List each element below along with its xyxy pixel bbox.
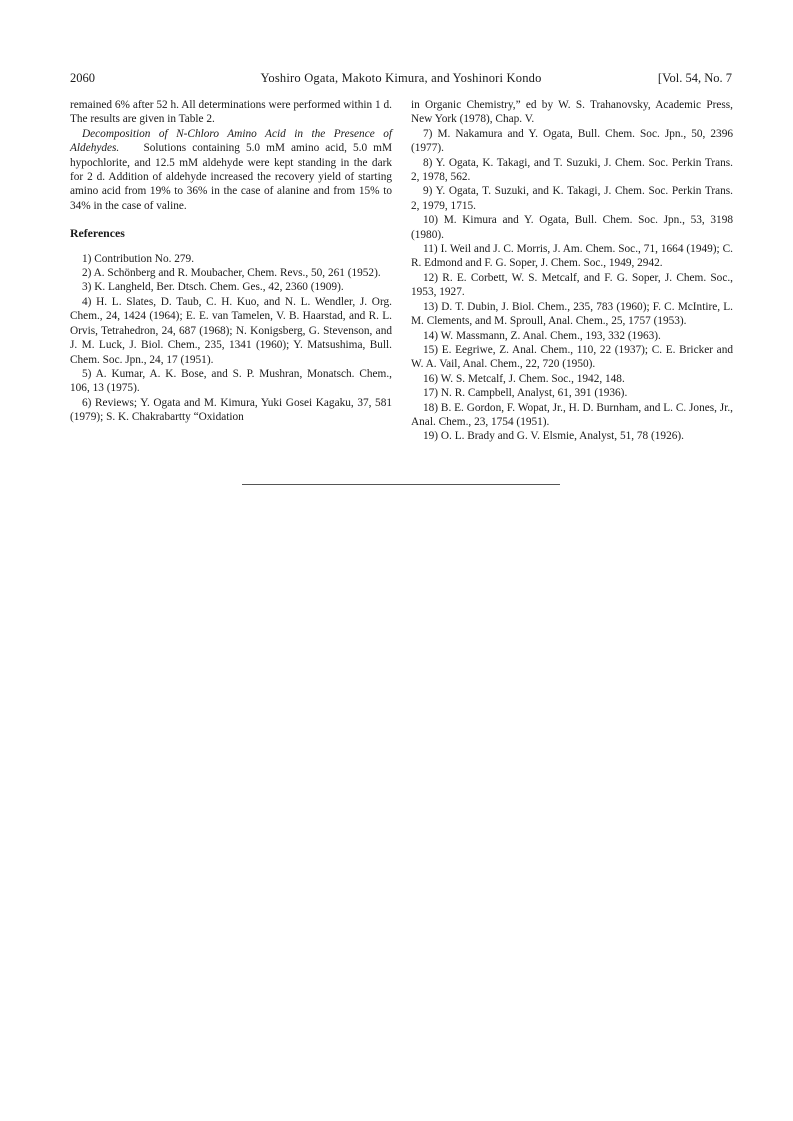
page-number: 2060 (70, 71, 95, 85)
reference-item: 17) N. R. Campbell, Analyst, 61, 391 (1936). (423, 387, 628, 400)
reference-item: 4) H. L. Slates, D. Taub, C. H. Kuo, and N. L. Wendler, J. Org. Chem., 24, 1424 (1964); E. E. van Tamelen, V. B. Haarstad, and R. L. Orvis, Tetrahedron, 24, 687 (1968); N. Konigsberg, G. Stevenson, and J. M. Luck, J. Biol. Chem., 235, 1341 (1960); Y. Matsushima, Bull. Chem. Soc. Jpn., 24, 17 (1951). (70, 295, 392, 366)
reference-item: 15) E. Eegriwe, Z. Anal. Chem., 110, 22 (1937); C. E. Bricker and W. A. Vail, Anal. Chem., 22, 720 (1950). (411, 343, 733, 371)
reference-item: 2) A. Schönberg and R. Moubacher, Chem. Revs., 50, 261 (1952). (82, 267, 381, 280)
reference-item: 12) R. E. Corbett, W. S. Metcalf, and F. G. Soper, J. Chem. Soc., 1953, 1927. (411, 271, 733, 299)
right-column (411, 98, 733, 444)
running-authors: Yoshiro Ogata, Makoto Kimura, and Yoshinori Kondo (260, 71, 542, 85)
reference-item: 3) K. Langheld, Ber. Dtsch. Chem. Ges., 42, 2360 (1909). (82, 281, 344, 294)
references-heading: References (70, 226, 125, 241)
paragraph-continued: remained 6% after 52 h. All determinations were performed within 1 d. The results are given in Table 2. (70, 99, 392, 126)
paragraph-decomposition (70, 127, 392, 213)
reference-item: 6) Reviews; Y. Ogata and M. Kimura, Yuki Gosei Kagaku, 37, 581 (1979); S. K. Chakrabartty “Oxidation (70, 396, 392, 424)
reference-item: 1) Contribution No. 279. (82, 252, 195, 265)
reference-item: 8) Y. Ogata, K. Takagi, and T. Suzuki, J. Chem. Soc. Perkin Trans. 2, 1978, 562. (411, 156, 733, 184)
end-of-article-rule (242, 484, 560, 485)
paragraph-body: Solutions containing 5.0 mM amino acid, 5.0 mM hypochlorite, and 12.5 mM aldehyde were kept standing in the dark for 2 d. Addition of aldehyde increased the recovery yield of starting amino acid from 19% to 36% in the case of alanine and from 15% to 34% in the case of valine. (70, 142, 392, 212)
reference-item: 16) W. S. Metcalf, J. Chem. Soc., 1942, 148. (423, 372, 625, 385)
reference-item-continued: in Organic Chemistry,” ed by W. S. Trahanovsky, Academic Press, New York (1978), Chap. V. (411, 99, 733, 126)
paragraph-run-in-title: Decomposition of N-Chloro Amino Acid in the Presence of Aldehydes. (70, 127, 392, 155)
reference-item: 11) I. Weil and J. C. Morris, J. Am. Chem. Soc., 71, 1664 (1949); C. R. Edmond and F. G. Soper, J. Chem. Soc., 1949, 2942. (411, 243, 733, 270)
volume-issue: [Vol. 54, No. 7 (657, 71, 732, 85)
reference-item: 9) Y. Ogata, T. Suzuki, and K. Takagi, J. Chem. Soc. Perkin Trans. 2, 1979, 1715. (411, 185, 733, 212)
reference-item: 5) A. Kumar, A. K. Bose, and S. P. Mushran, Monatsch. Chem., 106, 13 (1975). (70, 367, 392, 395)
reference-item: 7) M. Nakamura and Y. Ogata, Bull. Chem. Soc. Jpn., 50, 2396 (1977). (411, 127, 733, 155)
running-header (70, 71, 732, 87)
reference-item: 18) B. E. Gordon, F. Wopat, Jr., H. D. Burnham, and L. C. Jones, Jr., Anal. Chem., 23, 1754 (1951). (411, 401, 733, 428)
left-column (70, 98, 392, 425)
reference-item: 19) O. L. Brady and G. V. Elsmie, Analyst, 51, 78 (1926). (423, 430, 684, 443)
reference-item: 14) W. Massmann, Z. Anal. Chem., 193, 332 (1963). (423, 329, 661, 342)
reference-item: 10) M. Kimura and Y. Ogata, Bull. Chem. Soc. Jpn., 53, 3198 (1980). (411, 214, 733, 241)
reference-item: 13) D. T. Dubin, J. Biol. Chem., 235, 783 (1960); F. C. McIntire, L. M. Clements, and M. Sproull, Anal. Chem., 25, 1757 (1953). (411, 300, 733, 328)
